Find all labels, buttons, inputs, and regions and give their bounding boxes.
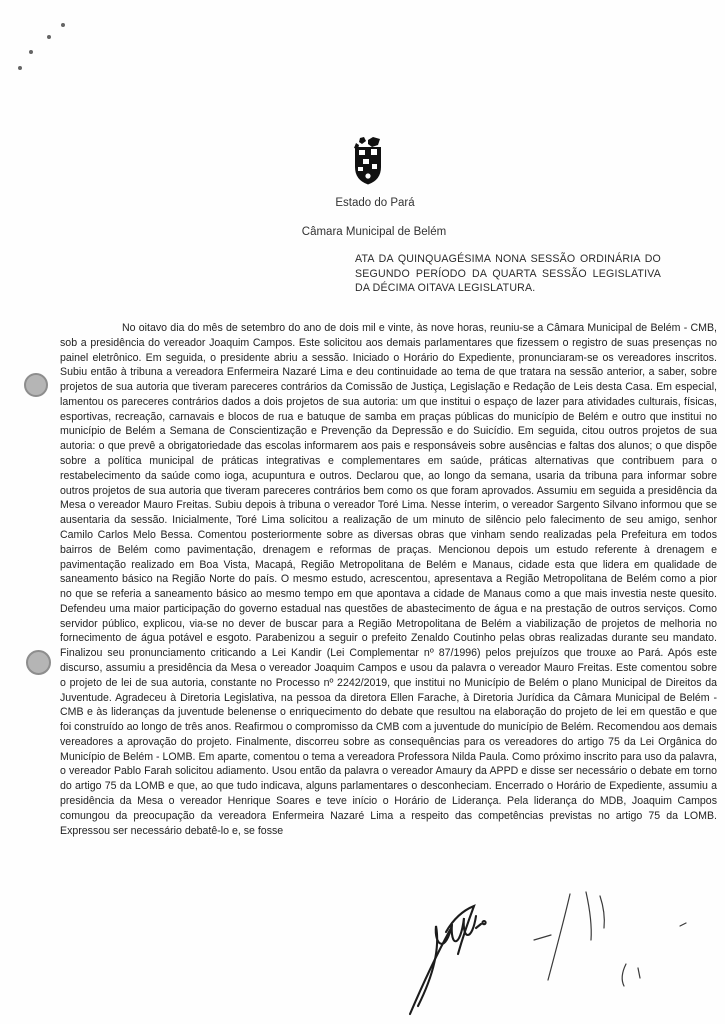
pen-dot	[61, 23, 65, 27]
signature-icon	[410, 906, 486, 1014]
pen-dot	[47, 35, 51, 39]
hole-punch	[24, 373, 48, 397]
state-name: Estado do Pará	[335, 197, 415, 209]
session-title: ATA DA QUINQUAGÉSIMA NONA SESSÃO ORDINÁRIA DO SEGUNDO PERÍODO DA QUARTA SESSÃO LEGISLATIVA DA DÉCIMA OITAVA LEGISLATURA.	[355, 253, 661, 295]
hole-punch	[26, 650, 51, 675]
institution-name: Câmara Municipal de Belém	[301, 226, 447, 238]
pen-dot	[18, 66, 22, 70]
pen-dot	[29, 50, 33, 54]
body-text: No oitavo dia do mês de setembro do ano de dois mil e vinte, às nove horas, reuniu-se a Câmara Municipal de Belém - CMB, sob a presidência do vereador Joaquim Campos. Este solicitou aos demais parlamentares que fizessem o registro de suas presenças no painel eletrônico. Em seguida, o presidente abriu a sessão. Iniciado o Horário do Expediente, pronunciaram-se os vereadores inscritos. Subiu então à tribuna a vereadora Enfermeira Nazaré Lima e deu continuidade ao tema de que tratara na sessão anterior, a saber, sobre projetos de sua autoria que tiveram pareceres contrários da Comissão de Justiça, Legislação e Redação de Leis desta Casa. Em especial, lamentou os pareceres contrários dados a dois projetos de sua autoria: um que institui o espaço de lazer para atividades culturais, físicas, esportivas, recreação, carnavais e blocos de rua e batuque de samba em praças públicas do município de Belém e outro que institui no município de Belém a Semana de Conscientização e Prevenção da Depressão e do Suicídio. Em seguida, citou outros projetos de sua autoria: o que prevê a obrigatoriedade das escolas informarem aos pais e responsáveis sobre ausências e faltas dos alunos; o que dispõe sobre a política municipal de práticas integrativas e complementares em saúde, práticas alternativas que contribuem para o restabelecimento da saúde como ioga, acupuntura e outros. Declarou que, ao longo da semana, usaria da tribuna para informar sobre outros projetos de sua autoria que tiveram pareceres contrários bem como os que foram aprovados. Assumiu em seguida a presidência da Mesa o vereador Mauro Freitas. Subiu depois à tribuna o vereador Toré Lima. Nesse ínterim, o vereador Sargento Silvano informou que se ausentaria da sessão. Inicialmente, Toré Lima solicitou a realização de um minuto de silêncio pelo falecimento de seu amigo, senhor Camilo Carlos Melo Bessa. Comentou posteriormente sobre as diversas obras que vinham sendo realizadas pela Prefeitura em todos bairros de Belém como pavimentação, drenagem e reformas de praças. Mencionou depois um estudo referente à drenagem e pavimentação realizado em Boa Vista, Macapá, Região Metropolitana de Belém e Manaus, cidade esta que lidera em qualidade de saneamento básico na Região Norte do país. O mesmo estudo, acrescentou, apresentava a Região Metropolitana de Belém como a pior no que se referia a saneamento básico ao mesmo tempo em que apontava a cidade de Manaus como a que mais investia neste quesito. Defendeu uma maior participação do governo estadual nas questões de abastecimento de água e na prestação de outros serviços. Como servidor público, explicou, via-se no dever de buscar para a Região Metropolitana de Belém a viabilização de projetos de melhoria no fornecimento de água potável e esgoto. Parabenizou a seguir o prefeito Zenaldo Coutinho pelas obras realizadas durante seu mandato. Finalizou seu pronunciamento criticando a Lei Kandir (Lei Complementar nº 87/1996) pelos prejuízos que trouxe ao Pará. Após este discurso, assumiu a presidência da Mesa o vereador Joaquim Campos e usou da palavra o vereador Mauro Freitas. Este comentou sobre o projeto de lei de sua autoria, constante no Processo nº 2242/2019, que institui no Município de Belém o plano Municipal de Direitos da Juventude. Agradeceu à Diretoria Legislativa, na pessoa da diretora Ellen Farache, à Diretoria Jurídica da Câmara Municipal de Belém - CMB e às lideranças da juventude belenense o enriquecimento do debate que resultou na elaboração do projeto de lei em questão e que foi construído ao longo de três anos. Reafirmou o compromisso da CMB com a juventude do município de Belém. Recomendou aos demais vereadores a aprovação do projeto. Finalmente, discorreu sobre as consequências para os vereadores do artigo 75 da Lei Orgânica do Município de Belém - LOMB. Em aparte, comentou o tema a vereadora Professora Nilda Paula. Como próximo inscrito para uso da palavra, o vereador Pablo Farah solicitou adiamento. Usou então da palavra o vereador Amaury da APPD e disse ser necessário o debate em torno do artigo 75 da LOMB e que, ao que tudo indicava, alguns parlamentares o desconheciam. Encerrado o Horário de Expediente, assumiu a presidência da Mesa o vereador Henrique Soares e teve início o Horário de Liderança. Pela liderança do MDB, Joaquim Campos comungou da preocupação da vereadora Enfermeira Nazaré Lima a respeito das competências previstas no artigo 75 da LOMB. Expressou ser necessário debatê-lo e, se fosse	[60, 322, 717, 837]
flourish-icon	[534, 892, 686, 986]
coat-of-arms-icon	[351, 137, 385, 185]
signature-marks	[388, 888, 718, 1024]
